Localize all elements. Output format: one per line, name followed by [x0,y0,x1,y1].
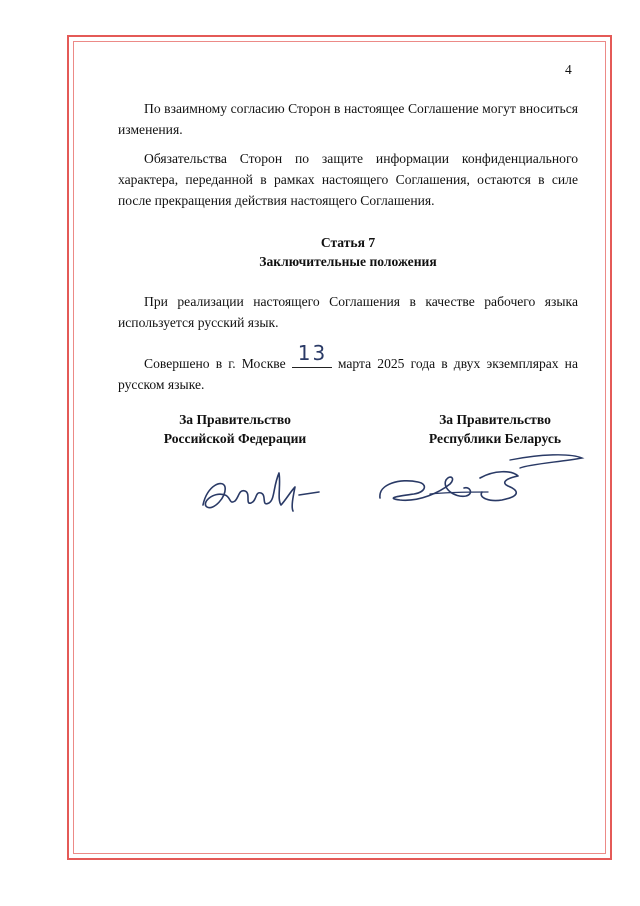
signatory-russia-line2: Российской Федерации [163,431,307,446]
done-prefix: Совершено в г. Москве [144,356,286,371]
done-paragraph [118,341,578,395]
signatory-belarus-line2: Республики Беларусь [428,431,562,446]
confidentiality-paragraph: Обязательства Сторон по защите информации конфиденциального характера, переданной в рамках настоящего Соглашения, остаются в силе после прекращения действия настоящего Соглашения. [118,151,578,208]
signature-belarus [370,448,585,518]
done-suffix: марта 2025 года в двух экземплярах на русском языке. [118,356,578,392]
amendments-paragraph: По взаимному согласию Сторон в настоящее Соглашение могут вноситься изменения. [118,101,578,137]
signatory-belarus-line1: За Правительство [439,412,551,427]
page-number: 4 [565,62,572,77]
document-body [118,98,578,395]
signature-russia [195,465,325,520]
date-blank [292,341,332,368]
article-number: Статья 7 [320,235,376,250]
article-title: Заключительные положения [259,254,437,269]
signatory-belarus [410,410,580,448]
handwritten-day: 13 [297,341,328,365]
language-paragraph: При реализации настоящего Соглашения в качестве рабочего языка используется русский язык. [118,294,578,330]
article-heading [118,233,578,271]
signatory-russia-line1: За Правительство [179,412,291,427]
signatory-russia [150,410,320,448]
